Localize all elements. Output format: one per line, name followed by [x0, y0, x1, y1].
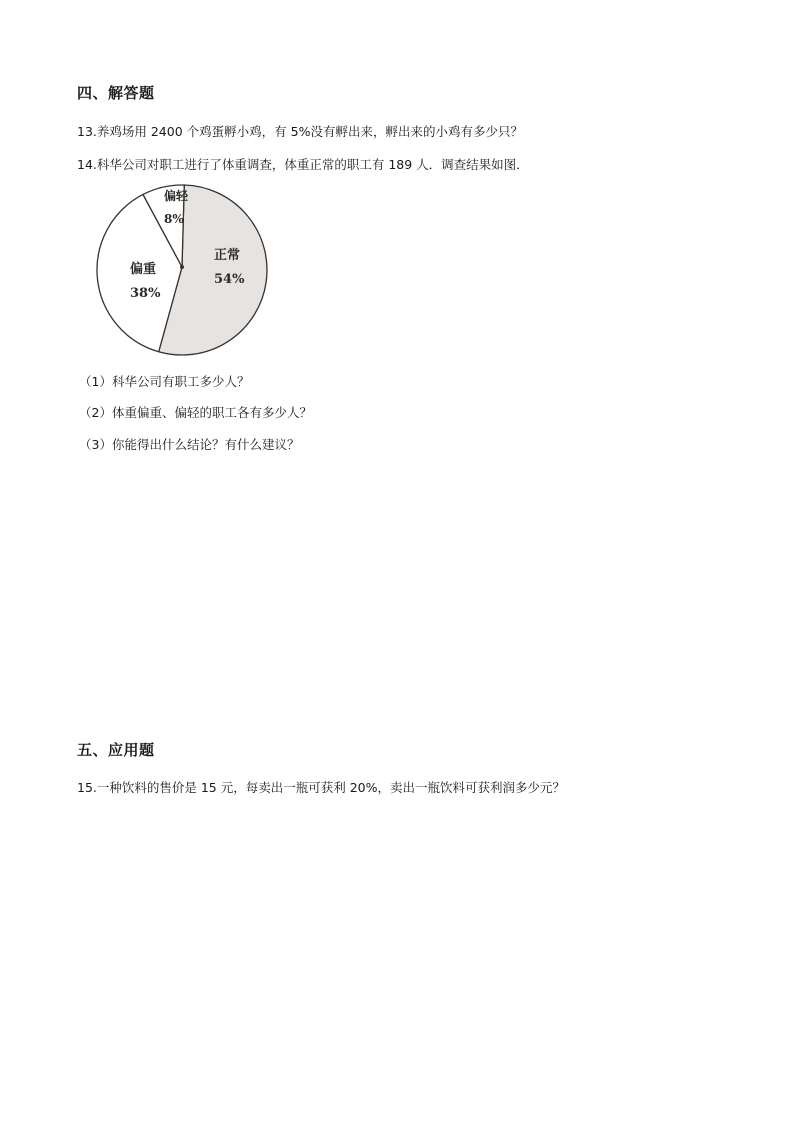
pie-center-dot [180, 265, 184, 269]
pie-value-2: 38% [130, 286, 161, 301]
question-14-part-3: （3）你能得出什么结论？有什么建议？ [79, 437, 300, 452]
question-14-part-1: （1）科华公司有职工多少人？ [79, 374, 250, 389]
pie-label-3: 偏轻 [164, 189, 189, 203]
pie-value-3: 8% [164, 212, 184, 226]
pie-label-1: 正常 [214, 248, 241, 263]
pie-label-2: 偏重 [130, 262, 157, 277]
section-title-application: 五、应用题 [77, 741, 155, 759]
pie-slices [97, 185, 267, 355]
question-15: 15.一种饮料的售价是 15 元，每卖出一瓶可获利 20%，卖出一瓶饮料可获利润多少元？ [77, 780, 565, 795]
weight-survey-pie-chart [92, 182, 272, 362]
section-title-answer: 四、解答题 [77, 84, 155, 102]
question-14: 14.科华公司对职工进行了体重调查，体重正常的职工有 189 人．调查结果如图． [77, 157, 529, 172]
question-14-part-2: （2）体重偏重、偏轻的职工各有多少人？ [79, 405, 312, 420]
question-13: 13.养鸡场用 2400 个鸡蛋孵小鸡，有 5%没有孵出来，孵出来的小鸡有多少只？ [77, 124, 523, 139]
pie-value-1: 54% [214, 272, 245, 287]
